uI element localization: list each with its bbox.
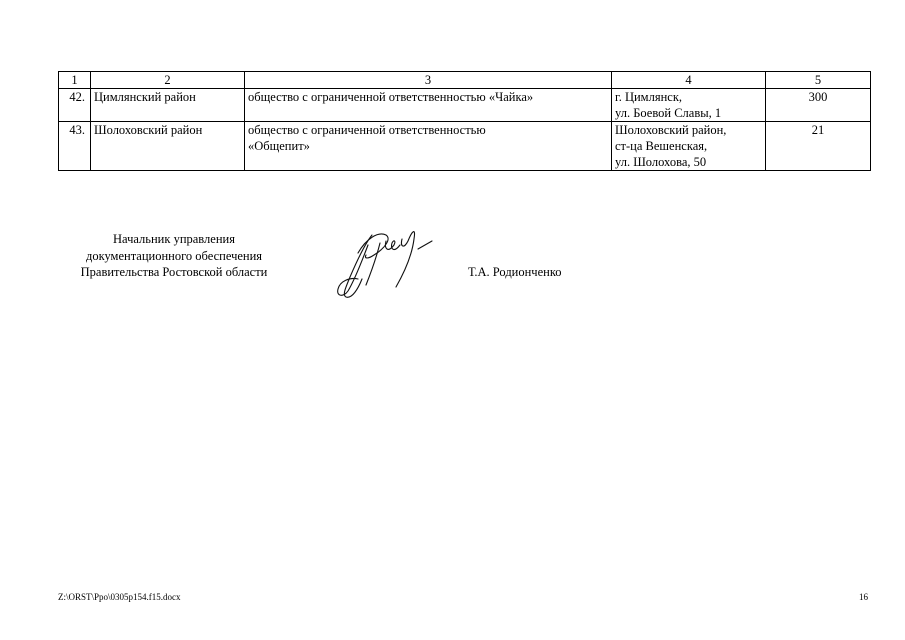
value-cell: 21 xyxy=(766,122,871,171)
row-number: 43. xyxy=(59,122,91,171)
address-cell: Шолоховский район, ст-ца Вешенская, ул. Шолохова, 50 xyxy=(612,122,766,171)
row-number: 42. xyxy=(59,89,91,122)
column-header-4: 4 xyxy=(612,72,766,89)
district-cell: Цимлянский район xyxy=(91,89,245,122)
column-header-1: 1 xyxy=(59,72,91,89)
registry-table xyxy=(58,71,871,171)
handwritten-signature-icon xyxy=(328,215,446,305)
value-cell: 300 xyxy=(766,89,871,122)
organization-cell: общество с ограниченной ответственностью «Общепит» xyxy=(245,122,612,171)
position-line: Правительства Ростовской области xyxy=(80,265,268,279)
district-cell: Шолоховский район xyxy=(91,122,245,171)
table-row xyxy=(59,122,871,171)
signer-name: Т.А. Родионченко xyxy=(468,265,562,279)
table-header-row xyxy=(59,72,871,89)
footer-file-path: Z:\ORST\Ppo\0305p154.f15.docx xyxy=(58,592,181,602)
organization-cell: общество с ограниченной ответственностью «Чайка» xyxy=(245,89,612,122)
column-header-5: 5 xyxy=(766,72,871,89)
column-header-3: 3 xyxy=(245,72,612,89)
page-number: 16 xyxy=(859,592,868,602)
column-header-2: 2 xyxy=(91,72,245,89)
signer-position xyxy=(58,231,290,281)
address-cell: г. Цимлянск, ул. Боевой Славы, 1 xyxy=(612,89,766,122)
position-line: Начальник управления xyxy=(113,232,235,246)
position-line: документационного обеспечения xyxy=(85,248,263,263)
table-row xyxy=(59,89,871,122)
